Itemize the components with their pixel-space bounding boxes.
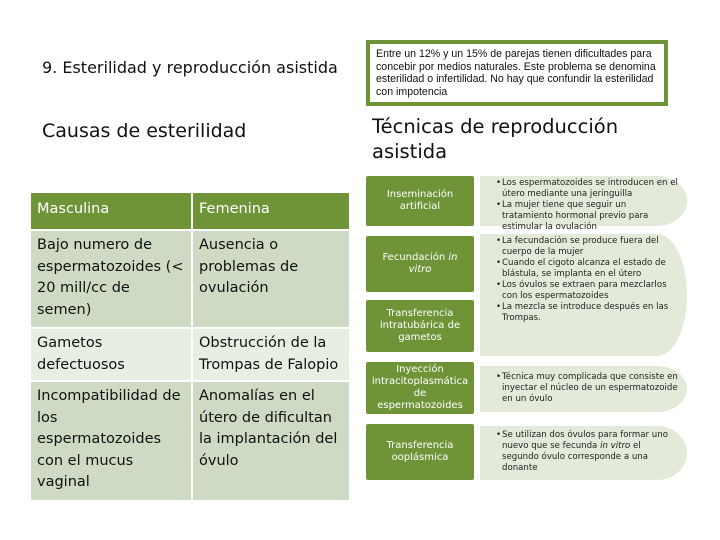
- techniques-heading: Técnicas de reproducción asistida: [372, 115, 619, 163]
- header-femenina: Femenina: [193, 193, 349, 231]
- list-item: • Los óvulos se extraen para mezclarlos con los espermatozoides: [502, 280, 679, 302]
- technique-name-prefix: Fecundación: [382, 252, 449, 263]
- detail-text: el segundo óvulo corresponde a una donante: [502, 441, 648, 473]
- intro-box: Entre un 12% y un 15% de parejas tienen dificultades para concebir por medios naturales. Este problema se denomina esterilidad o infertilidad. No hay que confundir la esterilidad con impotencia: [366, 40, 668, 106]
- list-item: • Cuando el cigoto alcanza el estado de blástula, se implanta en el útero: [502, 258, 679, 280]
- causes-table: [31, 193, 349, 502]
- technique-inseminacion: Inseminación artificial: [366, 176, 474, 226]
- page-title: 9. Esterilidad y reproducción asistida: [42, 58, 338, 77]
- detail-italic: in vitro: [600, 441, 631, 451]
- technique-transferencia-intratubarica: Transferencia intratubárica de gametos: [366, 300, 474, 352]
- table-cell: Ausencia o problemas de ovulación: [193, 231, 349, 329]
- detail-text: Se utilizan dos óvulos para formar uno nuevo que se fecunda: [502, 430, 668, 451]
- table-row: [31, 329, 349, 382]
- list-item: • Técnica muy complicada que consiste en inyectar el núcleo de un espermatozoide en un óvulo: [502, 372, 679, 405]
- list-item: [502, 430, 679, 474]
- causes-heading: Causas de esterilidad: [42, 120, 247, 142]
- table-cell: Anomalías en el útero de dificultan la implantación del óvulo: [193, 382, 349, 502]
- list-item: • La mujer tiene que seguir un tratamiento hormonal previo para estimular la ovulación: [502, 200, 679, 233]
- table-cell: Bajo numero de espermatozoides (< 20 mill/cc de semen): [31, 231, 193, 329]
- technique-fecundacion-in-vitro: [366, 236, 474, 292]
- list-item: • La fecundación se produce fuera del cuerpo de la mujer: [502, 236, 679, 258]
- technique-name-italic: in vitro: [408, 252, 458, 275]
- technique-desc-inseminacion: [480, 176, 687, 232]
- list-item: • Los espermatozoides se introducen en el útero mediante una jeringuilla: [502, 178, 679, 200]
- technique-inyeccion: Inyección intracitoplasmática de espermatozoides: [366, 362, 474, 414]
- table-cell: Gametos defectuosos: [31, 329, 193, 382]
- technique-ooplasmica: Transferencia ooplásmica: [366, 424, 474, 480]
- table-cell: Incompatibilidad de los espermatozoides con el mucus vaginal: [31, 382, 193, 502]
- header-masculina: Masculina: [31, 193, 193, 231]
- technique-desc-fecundacion: [480, 234, 687, 356]
- table-header-row: [31, 193, 349, 231]
- table-row: [31, 382, 349, 502]
- table-cell: Obstrucción de la Trompas de Falopio: [193, 329, 349, 382]
- technique-desc-ooplasmica: [480, 426, 687, 480]
- table-row: [31, 231, 349, 329]
- list-item: • La mezcla se introduce después en las Trompas.: [502, 302, 679, 324]
- technique-desc-inyeccion: [480, 366, 687, 412]
